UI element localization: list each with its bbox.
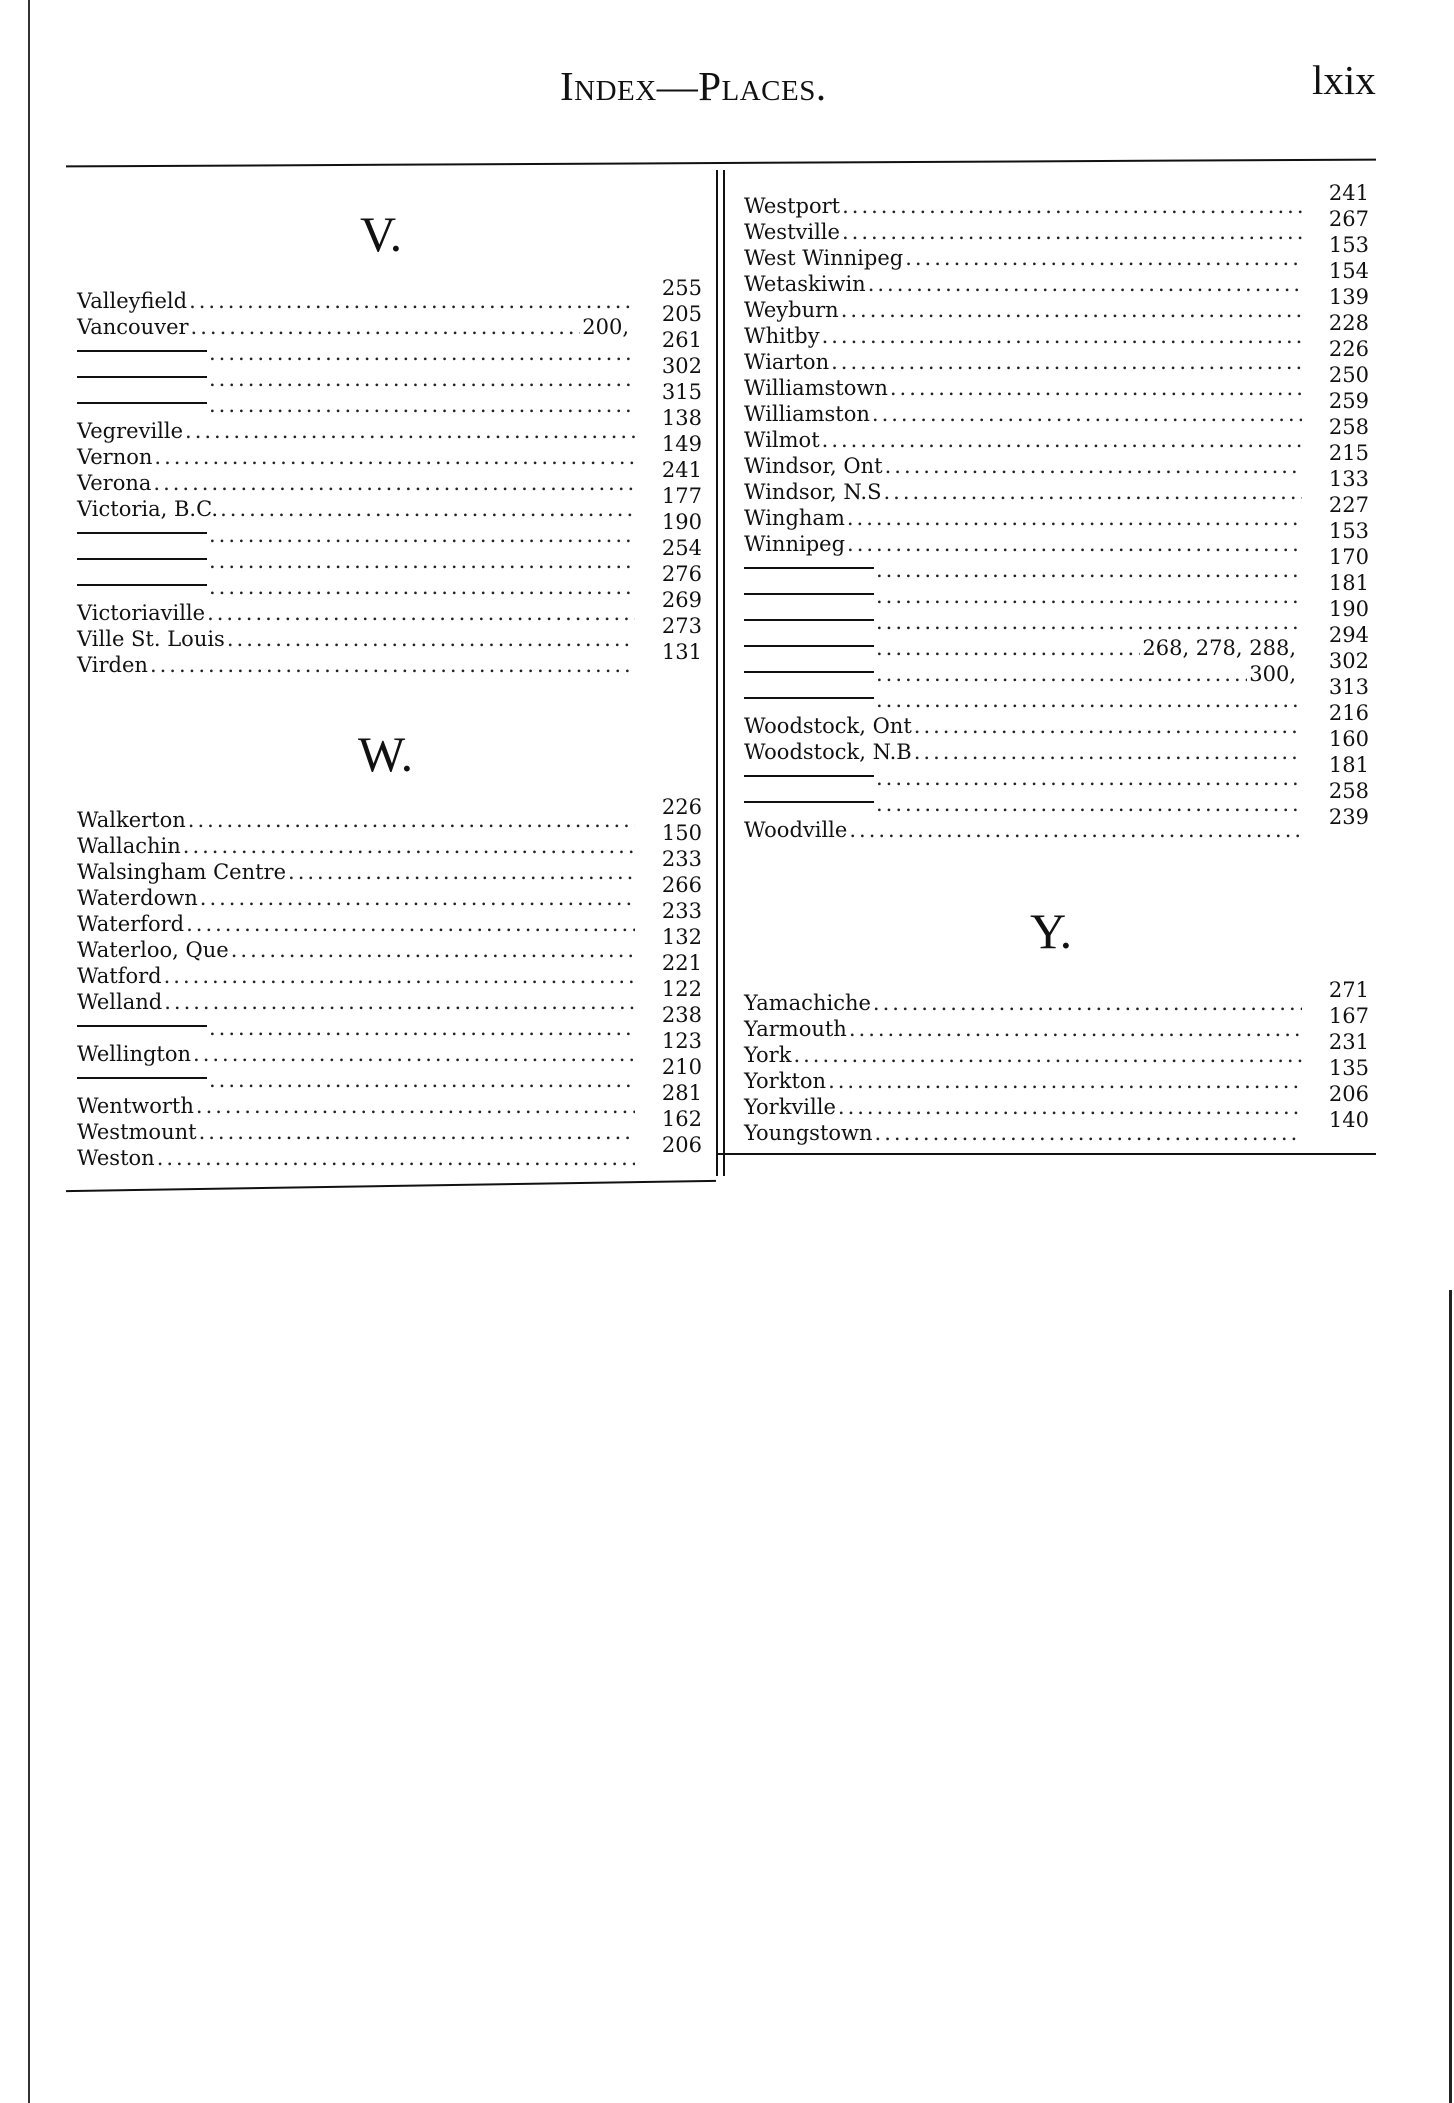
page-ref: 216: [1328, 701, 1369, 725]
page-ref: 259: [1328, 389, 1369, 413]
dot-leader: [875, 1120, 1302, 1146]
index-entry: [77, 1067, 637, 1093]
index-entry: [744, 505, 1304, 531]
entry-name: Williamstown: [744, 376, 888, 400]
index-entry: [744, 1068, 1304, 1094]
index-entry: [744, 531, 1304, 557]
section-letter-w: W.: [358, 726, 414, 782]
section-letter-v: V.: [360, 206, 403, 262]
dot-leader: [841, 297, 1302, 323]
dot-leader: [185, 418, 635, 444]
entry-name: Williamston: [744, 402, 870, 426]
entry-name: Walkerton: [77, 808, 186, 832]
ditto-rule: [77, 558, 207, 560]
index-entry: [77, 807, 637, 833]
entry-name: Westport: [744, 194, 841, 218]
entry-name: Westmount: [77, 1120, 197, 1144]
index-entry: [744, 557, 1304, 583]
index-entry: [744, 817, 1304, 843]
index-entry: [77, 937, 637, 963]
page-edge-left: [28, 0, 30, 2103]
page-ref: 226: [661, 795, 702, 819]
page-ref: 190: [1328, 597, 1369, 621]
entry-name: Woodstock, N.B: [744, 740, 912, 764]
index-entry: [77, 1119, 637, 1145]
index-entry: [744, 427, 1304, 453]
page-ref: 315: [661, 380, 702, 404]
index-entry: [744, 687, 1304, 713]
dot-leader: [209, 392, 635, 418]
index-entry: [744, 297, 1304, 323]
page-ref: 162: [661, 1107, 702, 1131]
dot-leader: [849, 817, 1302, 843]
dot-leader: [193, 1041, 635, 1067]
ditto-rule: [77, 350, 207, 352]
dot-leader: [831, 349, 1302, 375]
entry-name: Yorkville: [744, 1095, 836, 1119]
dot-leader: [868, 271, 1302, 297]
index-entry: [77, 548, 637, 574]
index-entry: [744, 1016, 1304, 1042]
index-entry: [77, 859, 637, 885]
page-ref: 132: [661, 925, 702, 949]
index-entry: [77, 885, 637, 911]
page-ref: 266: [661, 873, 702, 897]
entry-name: Westville: [744, 220, 840, 244]
index-entry: [77, 1041, 637, 1067]
entry-name: Victoria, B.C.: [77, 497, 219, 521]
page-edge-right: [1449, 1290, 1452, 2103]
index-entry: [744, 1042, 1304, 1068]
dot-leader: [183, 833, 635, 859]
index-entry: [744, 323, 1304, 349]
page-ref: 227: [1328, 493, 1369, 517]
entry-name: Wallachin: [77, 834, 181, 858]
page-ref: 302: [1328, 649, 1369, 673]
ditto-rule: [744, 645, 874, 647]
page-ref: 238: [661, 1003, 702, 1027]
dot-leader: [876, 609, 1302, 635]
entry-name: Winnipeg: [744, 532, 846, 556]
dot-leader: [876, 583, 1302, 609]
index-entry: [744, 401, 1304, 427]
page-ref: 228: [1328, 311, 1369, 335]
entry-name: Weston: [77, 1146, 155, 1170]
ditto-rule: [744, 593, 874, 595]
page-ref: 313: [1328, 675, 1369, 699]
page-ref: 258: [1328, 779, 1369, 803]
index-entry: [744, 765, 1304, 791]
page-ref: 258: [1328, 415, 1369, 439]
index-entry: [77, 911, 637, 937]
dot-leader: [838, 1094, 1302, 1120]
index-entry: [77, 392, 637, 418]
dot-leader: [885, 453, 1302, 479]
page-ref: 269: [661, 588, 702, 612]
entry-name: Verona: [77, 471, 152, 495]
entry-name: Wingham: [744, 506, 845, 530]
ditto-rule: [77, 1025, 207, 1027]
dot-leader: [209, 548, 635, 574]
index-entry: [77, 418, 637, 444]
ditto-rule: [744, 775, 874, 777]
index-entry: [744, 479, 1304, 505]
page-ref: 294: [1328, 623, 1369, 647]
dot-leader: [876, 791, 1302, 817]
entry-name: Valleyfield: [77, 289, 188, 313]
page-ref: 135: [1328, 1056, 1369, 1080]
dot-leader: [872, 401, 1302, 427]
dot-leader: [914, 739, 1302, 765]
ditto-rule: [77, 532, 207, 534]
dot-leader: [164, 989, 635, 1015]
page-ref: 206: [1328, 1082, 1369, 1106]
entry-name: Wentworth: [77, 1094, 194, 1118]
index-entry: [77, 626, 637, 652]
dot-leader: [164, 963, 635, 989]
index-entry: [77, 1145, 637, 1171]
column-divider-inner: [723, 170, 725, 1176]
dot-leader: [842, 219, 1302, 245]
dot-leader: [186, 911, 635, 937]
page-ref: 139: [1328, 285, 1369, 309]
dot-leader: [227, 626, 635, 652]
entry-name: York: [744, 1043, 792, 1067]
entry-extra-pages: 200,: [582, 315, 629, 339]
page-ref: 206: [661, 1133, 702, 1157]
page-ref: 239: [1328, 805, 1369, 829]
entry-name: Windsor, Ont: [744, 454, 883, 478]
entry-name: Waterford: [77, 912, 185, 936]
page-ref: 221: [661, 951, 702, 975]
page-ref: 261: [661, 328, 702, 352]
dot-leader: [793, 1042, 1302, 1068]
entry-name: Waterdown: [77, 886, 198, 910]
dot-leader: [876, 635, 1140, 661]
entry-extra-pages: 268, 278, 288,: [1142, 636, 1296, 660]
dot-leader: [876, 765, 1302, 791]
dot-leader: [189, 288, 635, 314]
bottom-rule-left: [66, 1180, 716, 1192]
ditto-rule: [77, 402, 207, 404]
index-entry: [77, 1015, 637, 1041]
ditto-rule: [744, 567, 874, 569]
page-ref: 271: [1328, 978, 1369, 1002]
ditto-rule: [744, 801, 874, 803]
index-entry: [744, 193, 1304, 219]
dot-leader: [220, 496, 635, 522]
page-ref: 215: [1328, 441, 1369, 465]
page-ref: 133: [1328, 467, 1369, 491]
entry-name: Whitby: [744, 324, 820, 348]
page-number: lxix: [1312, 57, 1376, 103]
dot-leader: [288, 859, 635, 885]
page-ref: 254: [661, 536, 702, 560]
page-ref: 122: [661, 977, 702, 1001]
ditto-rule: [744, 671, 874, 673]
index-entry: [744, 453, 1304, 479]
index-entry: [744, 635, 1304, 661]
entry-name: Wetaskiwin: [744, 272, 866, 296]
page-ref: 241: [661, 458, 702, 482]
entry-name: Watford: [77, 964, 162, 988]
dot-leader: [822, 323, 1302, 349]
page-title: Index—Places.: [560, 63, 827, 109]
index-entry: [744, 583, 1304, 609]
index-entry: [744, 245, 1304, 271]
page-ref: 160: [1328, 727, 1369, 751]
page-ref: 181: [1328, 571, 1369, 595]
dot-leader: [876, 687, 1302, 713]
dot-leader: [200, 885, 635, 911]
page-ref: 233: [661, 847, 702, 871]
entry-name: Wellington: [77, 1042, 192, 1066]
page-ref: 273: [661, 614, 702, 638]
index-entry: [77, 314, 637, 340]
index-entry: [744, 713, 1304, 739]
index-entry: [77, 522, 637, 548]
dot-leader: [188, 807, 635, 833]
page-ref: 150: [661, 821, 702, 845]
dot-leader: [209, 366, 635, 392]
entry-name: Waterloo, Que: [77, 938, 229, 962]
entry-extra-pages: 300,: [1249, 662, 1296, 686]
index-entry: [744, 661, 1304, 687]
index-entry: [744, 609, 1304, 635]
dot-leader: [154, 444, 635, 470]
page-ref: 250: [1328, 363, 1369, 387]
index-entry: [77, 496, 637, 522]
top-rule: [66, 159, 1376, 168]
page-ref: 302: [661, 354, 702, 378]
page-ref: 267: [1328, 207, 1369, 231]
entry-name: Vernon: [77, 445, 153, 469]
dot-leader: [873, 990, 1302, 1016]
dot-leader: [884, 479, 1303, 505]
entry-name: Weyburn: [744, 298, 839, 322]
dot-leader: [150, 652, 635, 678]
page-ref: 123: [661, 1029, 702, 1053]
index-entry: [77, 366, 637, 392]
page-ref: 170: [1328, 545, 1369, 569]
entry-name: Youngstown: [744, 1121, 873, 1145]
page-ref: 131: [661, 640, 702, 664]
index-entry: [744, 990, 1304, 1016]
index-entry: [77, 288, 637, 314]
dot-leader: [876, 661, 1247, 687]
index-entry: [744, 1094, 1304, 1120]
index-entry: [77, 989, 637, 1015]
dot-leader: [199, 1119, 635, 1145]
dot-leader: [153, 470, 635, 496]
entry-name: Vancouver: [77, 315, 189, 339]
entry-name: Yarmouth: [744, 1017, 847, 1041]
dot-leader: [847, 531, 1302, 557]
entry-name: Wiarton: [744, 350, 830, 374]
index-entry: [77, 1093, 637, 1119]
index-entry: [77, 470, 637, 496]
page-ref: 149: [661, 432, 702, 456]
dot-leader: [209, 574, 635, 600]
index-entry: [77, 833, 637, 859]
section-letter-y: Y.: [1030, 903, 1073, 959]
entry-name: Windsor, N.S: [744, 480, 882, 504]
ditto-rule: [77, 584, 207, 586]
index-entry: [77, 963, 637, 989]
entry-name: Virden: [77, 653, 148, 677]
dot-leader: [828, 1068, 1302, 1094]
ditto-rule: [744, 619, 874, 621]
entry-name: Woodville: [744, 818, 848, 842]
dot-leader: [209, 1067, 635, 1093]
dot-leader: [207, 600, 635, 626]
index-entry: [744, 219, 1304, 245]
dot-leader: [914, 713, 1302, 739]
page-ref: 281: [661, 1081, 702, 1105]
index-entry: [77, 574, 637, 600]
dot-leader: [890, 375, 1302, 401]
index-entry: [77, 600, 637, 626]
entry-name: Walsingham Centre: [77, 860, 287, 884]
dot-leader: [209, 1015, 635, 1041]
page-ref: 210: [661, 1055, 702, 1079]
entry-name: Victoriaville: [77, 601, 206, 625]
page-ref: 231: [1328, 1030, 1369, 1054]
page-ref: 255: [661, 276, 702, 300]
dot-leader: [196, 1093, 635, 1119]
page-ref: 276: [661, 562, 702, 586]
dot-leader: [209, 522, 635, 548]
entry-name: Yamachiche: [744, 991, 871, 1015]
dot-leader: [849, 1016, 1302, 1042]
column-divider: [716, 170, 718, 1176]
ditto-rule: [77, 1077, 207, 1079]
entry-name: Vegreville: [77, 419, 184, 443]
index-entry: [744, 739, 1304, 765]
index-entry: [744, 349, 1304, 375]
index-entry: [77, 340, 637, 366]
dot-leader: [842, 193, 1302, 219]
dot-leader: [231, 937, 635, 963]
bottom-rule-right: [716, 1153, 1376, 1155]
index-entry: [744, 271, 1304, 297]
entry-name: Woodstock, Ont: [744, 714, 912, 738]
entry-name: West Winnipeg: [744, 246, 904, 270]
entry-name: Ville St. Louis: [77, 627, 225, 651]
page-ref: 177: [661, 484, 702, 508]
dot-leader: [191, 314, 581, 340]
dot-leader: [157, 1145, 635, 1171]
index-entry: [744, 375, 1304, 401]
page-ref: 138: [661, 406, 702, 430]
dot-leader: [847, 505, 1302, 531]
dot-leader: [209, 340, 635, 366]
page-ref: 140: [1328, 1108, 1369, 1132]
index-entry: [77, 652, 637, 678]
index-entry: [77, 444, 637, 470]
page-ref: 154: [1328, 259, 1369, 283]
entry-name: Welland: [77, 990, 163, 1014]
dot-leader: [905, 245, 1302, 271]
page-ref: 226: [1328, 337, 1369, 361]
page-ref: 233: [661, 899, 702, 923]
page-ref: 153: [1328, 519, 1369, 543]
page-ref: 153: [1328, 233, 1369, 257]
page-ref: 205: [661, 302, 702, 326]
entry-name: Yorkton: [744, 1069, 827, 1093]
index-entry: [744, 791, 1304, 817]
dot-leader: [876, 557, 1302, 583]
ditto-rule: [744, 697, 874, 699]
dot-leader: [822, 427, 1302, 453]
page-ref: 241: [1328, 181, 1369, 205]
index-entry: [744, 1120, 1304, 1146]
entry-name: Wilmot: [744, 428, 820, 452]
page-ref: 167: [1328, 1004, 1369, 1028]
page-ref: 181: [1328, 753, 1369, 777]
page-ref: 190: [661, 510, 702, 534]
ditto-rule: [77, 376, 207, 378]
